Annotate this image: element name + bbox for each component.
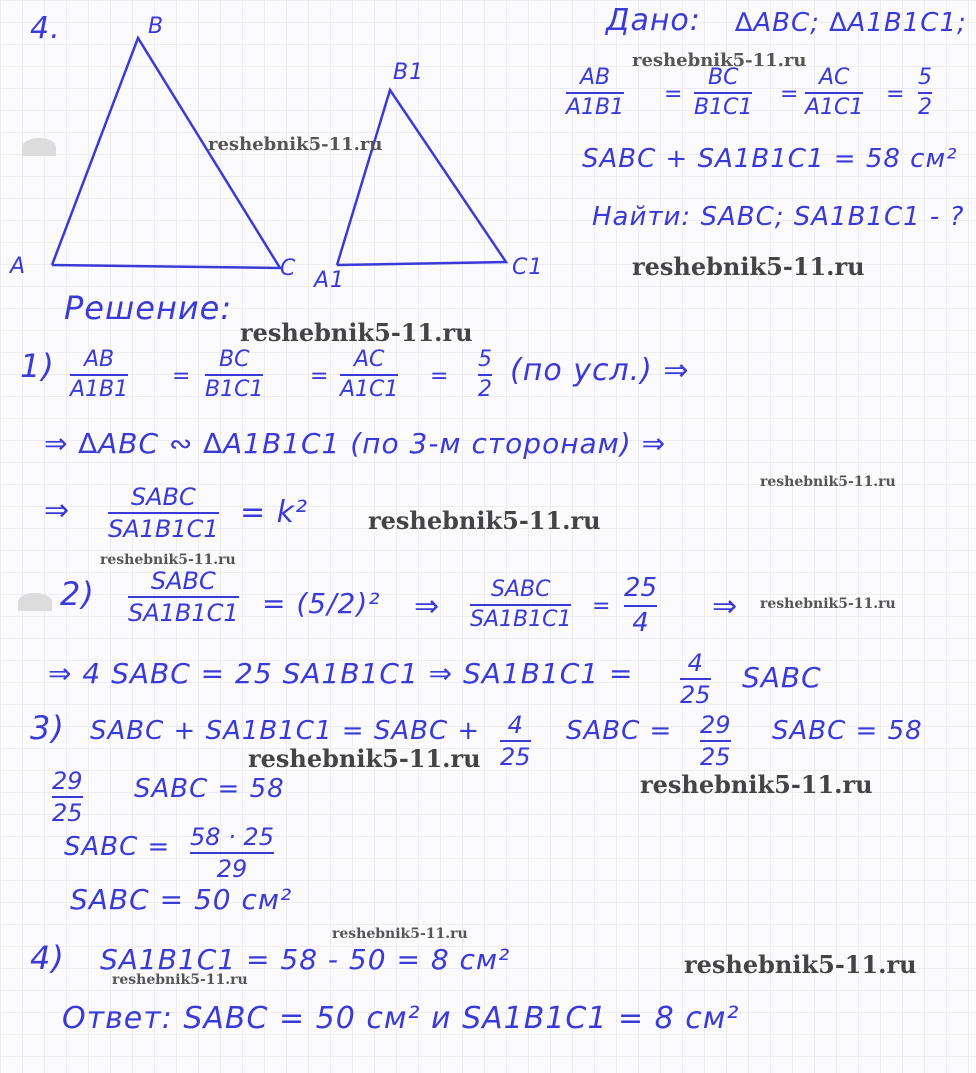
step3-left: SABC + SA1B1C1 = SABC + (90, 716, 481, 746)
step1-ratio-2: BC B1C1 (205, 347, 264, 403)
watermark: reshebnik5-11.ru (760, 596, 896, 612)
watermark: reshebnik5-11.ru (100, 552, 236, 568)
step2-eq: = (5/2)² (262, 587, 381, 620)
step4-line: SA1B1C1 = 58 - 50 = 8 см² (100, 943, 511, 976)
solution-heading: Решение: (64, 289, 233, 327)
step1-tail: (по усл.) ⇒ (510, 353, 690, 388)
step3-line2-tail: SABC = 58 (134, 774, 285, 804)
step2-tail: SABC (742, 661, 822, 694)
step1-arrow: ⇒ (44, 493, 71, 528)
watermark: reshebnik5-11.ru (248, 744, 481, 773)
ratio-frac-3: AC A1C1 (805, 65, 864, 121)
step3-end: SABC = 58 (772, 716, 923, 746)
watermark: reshebnik5-11.ru (112, 972, 248, 988)
step1-ratio-3: AC A1C1 (340, 347, 399, 403)
vertex-c1-label: C1 (512, 255, 544, 280)
given-find: Найти: SABC; SA1B1C1 - ? (592, 202, 965, 232)
answer-line: Ответ: SABC = 50 см² и SA1B1C1 = 8 см² (62, 1001, 740, 1036)
notebook-page: 4. B A C B1 A1 C1 Дано: ∆ABC; ∆A1B1C1; AB A1B1 = BC B1C1 = AC A1C1 = 5 2 SABC + SA1B1C1 = 58 см² Найти: SABC; SA1B1C1 - ? Решение: 1) AB A1B1 = BC B1C1 = AC A1C1 = 5 2 (по усл.) ⇒ ⇒ ∆ABC ∾ ∆A1B1C1 (по 3-м сторонам) ⇒ ⇒ SABC SA1B1C1 = k² 2) SABC SA1B1C1 = (5/2)² ⇒ SABC SA1B1C1 = 25 4 ⇒ ⇒ 4 SABC = 25 SA1B1C1 ⇒ SA1B1C1 = 4 25 SABC 3) SABC + SA1B1C1 = SABC + 4 25 SABC = 29 25 SABC = 58 29 25 SABC = 58 SABC = 58 · 25 29 SABC = 50 см² 4) SA1B1C1 = 58 - 50 = 8 см² Ответ: SABC = 50 см² и SA1B1C1 = 8 см² reshebnik5-11.ru reshebnik5-11.ru reshebnik5-11.ru reshebnik5-11.ru reshebnik5-11.ru reshebnik5-11.ru reshebnik5-11.ru reshebnik5-11.ru reshebnik5-11.ru reshebnik5-11.ru reshebnik5-11.ru reshebnik5-11.ru reshebnik5-11.ru (0, 0, 976, 1073)
vertex-a-label: A (10, 254, 27, 279)
watermark: reshebnik5-11.ru (332, 926, 468, 942)
given-sum: SABC + SA1B1C1 = 58 см² (582, 144, 958, 174)
step3-frac-2: 29 25 (700, 711, 731, 772)
step1-area-ratio: SABC SA1B1C1 (108, 483, 219, 544)
step3-label: 3) (30, 709, 65, 747)
step2-value2: 4 25 (680, 649, 711, 710)
step2-arrow2: ⇒ (712, 589, 739, 624)
problem-number: 4. (30, 11, 61, 46)
ratio-frac-1: AB A1B1 (566, 65, 625, 121)
triangle-a1b1c1 (337, 90, 506, 265)
step2-line2: ⇒ 4 SABC = 25 SA1B1C1 ⇒ SA1B1C1 = (48, 657, 634, 690)
step2-value: 25 4 (624, 573, 658, 638)
watermark: reshebnik5-11.ru (240, 318, 473, 347)
step3-line3-frac: 58 · 25 29 (190, 823, 274, 884)
step2-label: 2) (60, 575, 95, 613)
ratio-frac-2: BC B1C1 (694, 65, 753, 121)
step1-ratio-1: AB A1B1 (70, 347, 129, 403)
step2-area-ratio-2: SABC SA1B1C1 (470, 577, 572, 633)
step1-label: 1) (20, 347, 55, 385)
step3-line3-head: SABC = (64, 832, 171, 862)
step1-ratio-4: 5 2 (478, 347, 492, 403)
step3-line4: SABC = 50 см² (70, 883, 293, 916)
vertex-b1-label: B1 (393, 60, 425, 85)
vertex-c-label: C (280, 256, 297, 281)
step3-line2-frac: 29 25 (52, 767, 83, 828)
watermark: reshebnik5-11.ru (632, 252, 865, 281)
watermark: reshebnik5-11.ru (208, 134, 383, 155)
watermark: reshebnik5-11.ru (640, 770, 873, 799)
watermark: reshebnik5-11.ru (760, 474, 896, 490)
given-triangles: ∆ABC; ∆A1B1C1; (735, 8, 967, 38)
step2-arrow1: ⇒ (414, 589, 441, 624)
vertex-b-label: B (148, 14, 165, 39)
step3-mid: SABC = (566, 716, 673, 746)
step1-k: = k² (240, 495, 309, 530)
step2-area-ratio: SABC SA1B1C1 (128, 567, 239, 628)
watermark: reshebnik5-11.ru (684, 950, 917, 979)
ratio-frac-4: 5 2 (918, 65, 932, 121)
given-heading: Дано: (606, 3, 701, 38)
watermark: reshebnik5-11.ru (368, 506, 601, 535)
step4-label: 4) (30, 939, 65, 977)
step3-frac-1: 4 25 (500, 711, 531, 772)
watermark: reshebnik5-11.ru (632, 50, 807, 71)
step1-similar: ⇒ ∆ABC ∾ ∆A1B1C1 (по 3-м сторонам) ⇒ (44, 427, 667, 460)
vertex-a1-label: A1 (314, 268, 346, 293)
